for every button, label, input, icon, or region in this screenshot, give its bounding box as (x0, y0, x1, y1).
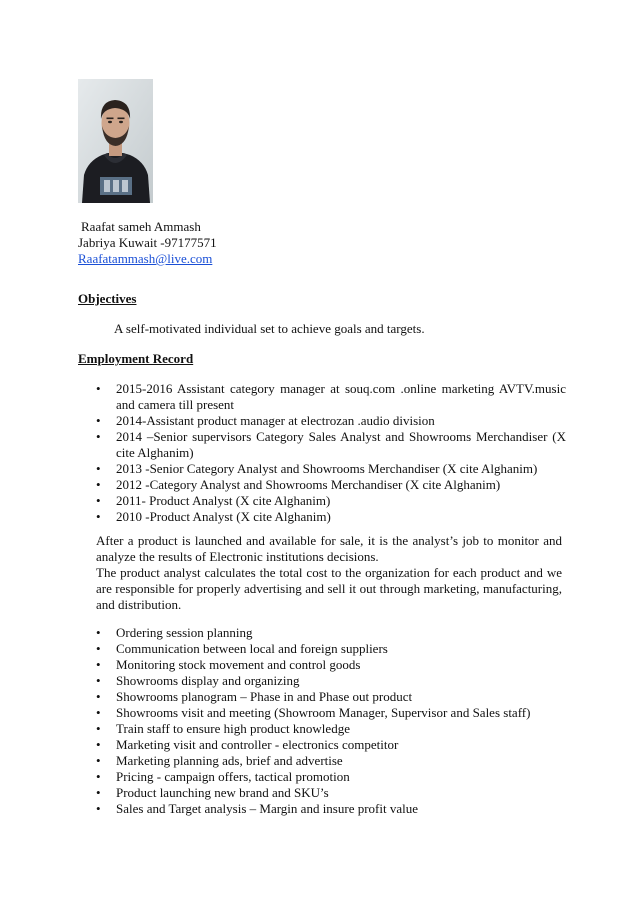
list-item: • 2012 -Category Analyst and Showrooms Merchandiser (X cite Alghanim) (96, 477, 501, 492)
bullet-icon: • (96, 641, 101, 656)
list-item: • Marketing planning ads, brief and advertise (96, 753, 343, 768)
list-item: • Showrooms planogram – Phase in and Phase out product (96, 689, 413, 704)
objectives-heading: Objectives (78, 291, 137, 306)
list-item: • Sales and Target analysis – Margin and insure profit value (96, 801, 418, 816)
list-item: • Marketing visit and controller - electronics competitor (96, 737, 399, 752)
contact-block (78, 219, 217, 267)
description-paragraph: After a product is launched and available for sale, it is the analyst’s job to monitor and analyze the results of Electronic institutions decisions. (96, 533, 562, 564)
list-item: • Communication between local and foreign suppliers (96, 641, 388, 656)
email-link[interactable]: Raafatammash@live.com (78, 251, 213, 266)
list-item: • 2010 -Product Analyst (X cite Alghanim) (96, 509, 331, 524)
list-item: • 2014-Assistant product manager at electrozan .audio division (96, 413, 435, 428)
bullet-icon: • (96, 461, 101, 476)
bullet-icon: • (96, 429, 101, 444)
list-item: • Monitoring stock movement and control goods (96, 657, 361, 672)
employment-heading: Employment Record (78, 351, 194, 366)
list-item: • Showrooms visit and meeting (Showroom Manager, Supervisor and Sales staff) (96, 705, 531, 720)
list-item: • Ordering session planning (96, 625, 253, 640)
profile-photo (78, 79, 153, 203)
list-item: • Product launching new brand and SKU’s (96, 785, 329, 800)
list-item: • Pricing - campaign offers, tactical promotion (96, 769, 350, 784)
list-item: • Showrooms display and organizing (96, 673, 300, 688)
bullet-icon: • (96, 625, 101, 640)
description-paragraph: The product analyst calculates the total cost to the organization for each product and we are responsible for properly advertising and sell it out through marketing, manufacturing, and distribution. (96, 565, 562, 612)
candidate-location: Jabriya Kuwait -97177571 (78, 235, 217, 250)
bullet-icon: • (96, 477, 101, 492)
bullet-icon: • (96, 689, 101, 704)
bullet-icon: • (96, 705, 101, 720)
bullet-icon: • (96, 673, 101, 688)
bullet-icon: • (96, 721, 101, 736)
bullet-icon: • (96, 509, 101, 524)
list-item: • 2015-2016 Assistant category manager at souq.com .online marketing AVTV.music and camera till present (96, 381, 566, 412)
bullet-icon: • (96, 657, 101, 672)
objective-text: A self-motivated individual set to achieve goals and targets. (114, 321, 425, 336)
description-block (96, 533, 562, 613)
bullet-icon: • (96, 381, 101, 396)
employment-list (96, 381, 566, 525)
candidate-name: Raafat sameh Ammash (81, 219, 201, 234)
bullet-icon: • (96, 785, 101, 800)
list-item: • 2013 -Senior Category Analyst and Showrooms Merchandiser (X cite Alghanim) (96, 461, 538, 476)
bullet-icon: • (96, 413, 101, 428)
list-item: • Train staff to ensure high product knowledge (96, 721, 350, 736)
bullet-icon: • (96, 769, 101, 784)
bullet-icon: • (96, 753, 101, 768)
list-item: • 2014 –Senior supervisors Category Sales Analyst and Showrooms Merchandiser (X cite Alghanim) (96, 429, 566, 460)
list-item: • 2011- Product Analyst (X cite Alghanim) (96, 493, 331, 508)
bullet-icon: • (96, 801, 101, 816)
duties-list (96, 625, 566, 817)
bullet-icon: • (96, 493, 101, 508)
bullet-icon: • (96, 737, 101, 752)
